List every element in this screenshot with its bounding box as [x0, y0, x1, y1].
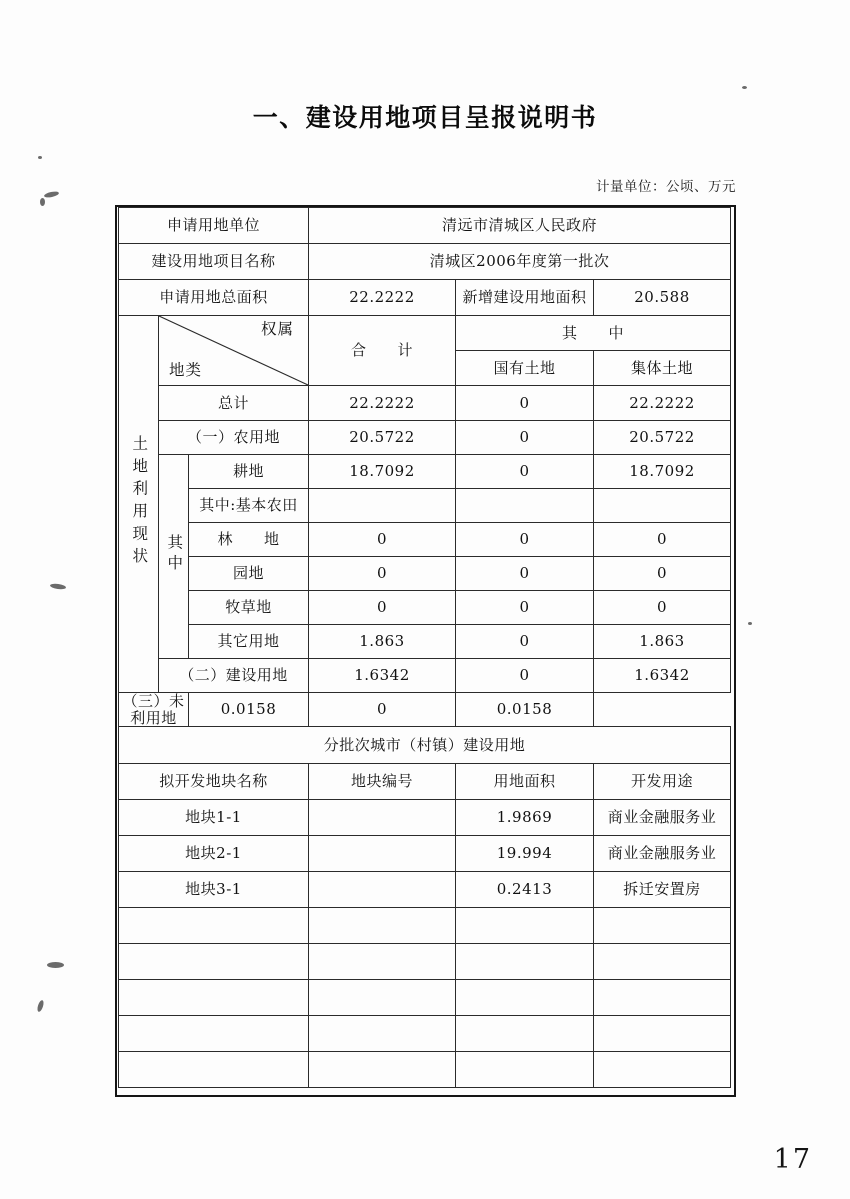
landtype-label: 地类	[169, 360, 203, 379]
parcel-name: 地块2-1	[119, 836, 309, 872]
scan-speck	[742, 86, 747, 89]
measurement-unit-note: 计量单位：公顷、万元	[596, 179, 736, 195]
table-row	[119, 208, 731, 244]
col-state-land-header: 国有土地	[456, 351, 594, 386]
table-row	[119, 557, 731, 591]
parcel-name: 地块3-1	[119, 872, 309, 908]
row-total: 0	[309, 591, 456, 625]
table-section-header-row	[119, 727, 731, 764]
row-collective: 0	[594, 591, 731, 625]
table-header-row	[119, 316, 731, 351]
parcel-code	[309, 872, 456, 908]
table-row	[119, 455, 731, 489]
parcel-use	[594, 944, 731, 980]
total-area-value: 22.2222	[309, 280, 456, 316]
scan-speck	[38, 156, 42, 159]
table-row	[119, 489, 731, 523]
row-total: 0	[309, 557, 456, 591]
col-parcel-code-header: 地块编号	[309, 764, 456, 800]
table-row	[119, 944, 731, 980]
row-state: 0	[456, 455, 594, 489]
table-row	[119, 908, 731, 944]
row-collective: 1.6342	[594, 659, 731, 693]
row-label: 总计	[159, 386, 309, 421]
parcel-area: 19.994	[456, 836, 594, 872]
parcel-area: 0.2413	[456, 872, 594, 908]
row-collective: 0	[594, 523, 731, 557]
row-collective: 0	[594, 557, 731, 591]
project-name-label: 建设用地项目名称	[119, 244, 309, 280]
parcel-name	[119, 980, 309, 1016]
applicant-label: 申请用地单位	[119, 208, 309, 244]
table-row	[119, 523, 731, 557]
ownership-landtype-diagonal-cell	[159, 316, 309, 386]
new-construction-value: 20.588	[594, 280, 731, 316]
table-row	[119, 980, 731, 1016]
row-total	[309, 489, 456, 523]
scan-speck	[748, 622, 752, 625]
applicant-value: 清远市清城区人民政府	[309, 208, 731, 244]
parcel-section-title: 分批次城市（村镇）建设用地	[119, 727, 731, 764]
table-row	[119, 693, 731, 727]
table-row	[119, 244, 731, 280]
parcel-name	[119, 944, 309, 980]
row-state: 0	[456, 557, 594, 591]
parcel-code	[309, 980, 456, 1016]
row-total: 1.6342	[309, 659, 456, 693]
row-label: 耕地	[189, 455, 309, 489]
table-row	[119, 625, 731, 659]
row-label: 其中:基本农田	[189, 489, 309, 523]
row-label: （二）建设用地	[159, 659, 309, 693]
col-parcel-area-header: 用地面积	[456, 764, 594, 800]
main-table-wrapper	[118, 207, 730, 1091]
parcel-name	[119, 908, 309, 944]
table-row	[119, 1052, 731, 1088]
col-among-header: 其 中	[456, 316, 731, 351]
among-sub-label-cell	[159, 455, 189, 659]
total-area-label: 申请用地总面积	[119, 280, 309, 316]
parcel-code	[309, 944, 456, 980]
parcel-area	[456, 980, 594, 1016]
parcel-use: 商业金融服务业	[594, 836, 731, 872]
scan-speck	[44, 190, 60, 198]
row-state: 0	[456, 421, 594, 455]
ownership-label: 权属	[260, 320, 294, 338]
parcel-area	[456, 944, 594, 980]
row-label: 林 地	[189, 523, 309, 557]
row-state: 0	[456, 523, 594, 557]
table-row	[119, 421, 731, 455]
row-collective: 1.863	[594, 625, 731, 659]
parcel-name	[119, 1016, 309, 1052]
table-row	[119, 1016, 731, 1052]
row-label: 园地	[189, 557, 309, 591]
scan-speck	[47, 962, 64, 968]
scan-speck	[50, 583, 67, 590]
parcel-code	[309, 908, 456, 944]
parcel-use	[594, 1052, 731, 1088]
row-label: （三）未利用地	[119, 693, 189, 727]
parcel-use	[594, 980, 731, 1016]
land-application-table	[118, 207, 731, 1088]
row-total: 0.0158	[189, 693, 309, 727]
parcel-area: 1.9869	[456, 800, 594, 836]
row-collective	[594, 489, 731, 523]
scan-speck	[36, 1000, 44, 1013]
land-status-side-label-cell	[119, 316, 159, 693]
parcel-name	[119, 1052, 309, 1088]
table-header-row	[119, 764, 731, 800]
parcel-name: 地块1-1	[119, 800, 309, 836]
table-row	[119, 800, 731, 836]
row-collective: 20.5722	[594, 421, 731, 455]
parcel-code	[309, 1016, 456, 1052]
row-total: 18.7092	[309, 455, 456, 489]
project-name-value: 清城区2006年度第一批次	[309, 244, 731, 280]
table-row	[119, 386, 731, 421]
row-total: 1.863	[309, 625, 456, 659]
page-number: 17	[773, 1144, 812, 1175]
new-construction-label: 新增建设用地面积	[456, 280, 594, 316]
col-parcel-use-header: 开发用途	[594, 764, 731, 800]
row-state: 0	[456, 386, 594, 421]
table-row	[119, 591, 731, 625]
parcel-code	[309, 1052, 456, 1088]
parcel-area	[456, 908, 594, 944]
col-parcel-name-header: 拟开发地块名称	[119, 764, 309, 800]
parcel-use: 拆迁安置房	[594, 872, 731, 908]
row-collective: 0.0158	[456, 693, 594, 727]
col-total-header: 合 计	[309, 316, 456, 386]
parcel-area	[456, 1016, 594, 1052]
parcel-code	[309, 836, 456, 872]
page-title: 一、建设用地项目呈报说明书	[252, 103, 598, 132]
row-total: 22.2222	[309, 386, 456, 421]
table-row	[119, 836, 731, 872]
parcel-use	[594, 908, 731, 944]
row-label: 牧草地	[189, 591, 309, 625]
scan-speck	[40, 198, 45, 206]
table-row	[119, 280, 731, 316]
col-collective-land-header: 集体土地	[594, 351, 731, 386]
row-total: 20.5722	[309, 421, 456, 455]
among-sub-label: 其中	[165, 534, 184, 576]
parcel-code	[309, 800, 456, 836]
table-row	[119, 659, 731, 693]
row-state: 0	[456, 659, 594, 693]
parcel-area	[456, 1052, 594, 1088]
parcel-use	[594, 1016, 731, 1052]
parcel-use: 商业金融服务业	[594, 800, 731, 836]
row-label: （一）农用地	[159, 421, 309, 455]
table-row	[119, 872, 731, 908]
land-status-side-label: 土地利用现状	[130, 434, 149, 570]
row-label: 其它用地	[189, 625, 309, 659]
row-state	[456, 489, 594, 523]
row-collective: 18.7092	[594, 455, 731, 489]
row-state: 0	[456, 625, 594, 659]
row-state: 0	[456, 591, 594, 625]
row-collective: 22.2222	[594, 386, 731, 421]
row-total: 0	[309, 523, 456, 557]
row-state: 0	[309, 693, 456, 727]
